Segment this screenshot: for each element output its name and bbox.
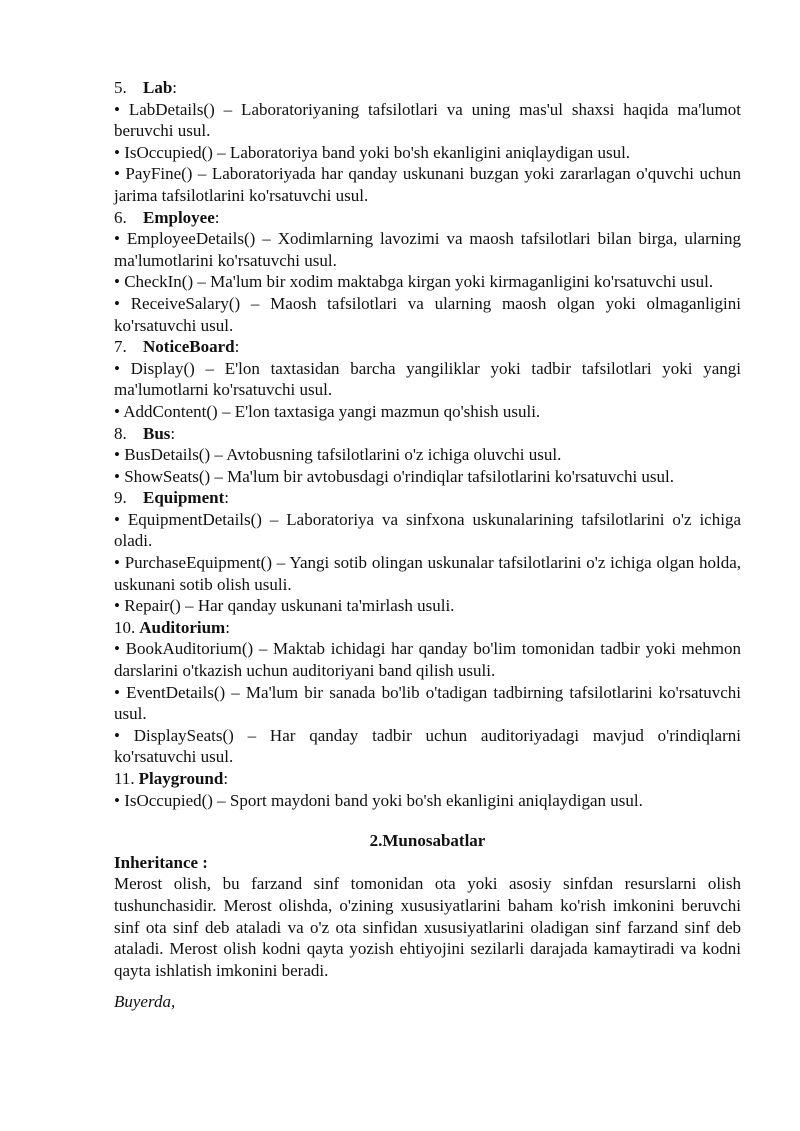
method-item: • BookAuditorium() – Maktab ichidagi har qanday bo'lim tomonidan tadbir yoki mehmon darslarini o'tkazish uchun auditoriyani band qilish usuli. [114,639,741,681]
item-number: 8. [114,423,127,443]
item-number: 6. [114,207,127,227]
class-heading: 8. Bus: [114,423,176,443]
method-item: • PayFine() – Laboratoriyada har qanday uskunani buzgan yoki zararlagan o'quvchi uchun jarima tafsilotlarini ko'rsatuvchi usul. [114,164,741,205]
class-item-employee [114,207,741,337]
class-item-auditorium [114,617,741,768]
class-name: Lab [143,78,173,97]
item-number: 11. [114,769,135,788]
class-heading: 11. Playground: [114,769,229,788]
class-name: Auditorium [139,617,226,637]
class-name: Equipment [143,488,225,508]
method-item: • CheckIn() – Ma'lum bir xodim maktabga kirgan yoki kirmaganligini ko'rsatuvchi usul. [114,272,714,292]
item-number: 9. [114,488,127,508]
class-name: Playground [138,769,224,788]
class-name: Employee [143,207,215,227]
item-number: 5. [114,78,127,97]
class-heading: 7. NoticeBoard: [114,337,240,357]
page-content [114,77,741,1013]
class-item-bus [114,423,741,488]
class-item-equipment [114,487,741,617]
section-title: 2.Munosabatlar [369,831,486,851]
method-item: • AddContent() – E'lon taxtasiga yangi mazmun qo'shish usuli. [114,401,541,421]
method-item: • EquipmentDetails() – Laboratoriya va sinfxona uskunalarining tafsilotlarini o'z ichiga oladi. [114,509,741,551]
class-item-playground [114,768,741,811]
method-item: • IsOccupied() – Sport maydoni band yoki bo'sh ekanligini aniqlaydigan usul. [114,790,643,810]
class-heading: 10. Auditorium: [114,617,230,637]
method-item: • PurchaseEquipment() – Yangi sotib olingan uskunalar tafsilotlarini o'z ichiga olgan holda, uskunani sotib olish usuli. [114,553,741,594]
class-name: Bus [143,423,171,443]
class-item-lab [114,77,741,207]
class-item-noticeboard [114,336,741,422]
method-item: • ShowSeats() – Ma'lum bir avtobusdagi o'rindiqlar tafsilotlarini ko'rsatuvchi usul. [114,466,675,486]
class-heading: 6. Employee: [114,207,220,227]
section-intro: Buyerda, [114,992,176,1012]
item-number: 10. [114,617,136,637]
section-paragraph: Merost olish, bu farzand sinf tomonidan ota yoki asosiy sinfdan resurslarni olish tushunchasidir. Merost olishda, o'zining xususiyatlarini baham ko'rish imkonini beruvchi sinf ota sinf deb ataladi va o'z ota sinfidan xususiyatlarini oladigan sinf farzand sinf deb ataladi. Merost olish kodni qayta yozish ehtiyojini sezilarli darajada kamaytiradi va kodni qayta ishlatish imkonini beradi. [114,874,741,980]
method-item: • EventDetails() – Ma'lum bir sanada bo'lib o'tadigan tadbirning tafsilotlarini ko'rsatuvchi usul. [114,682,741,724]
method-item: • EmployeeDetails() – Xodimlarning lavozimi va maosh tafsilotlari bilan birga, ularning ma'lumotlarini ko'rsatuvchi usul. [114,229,741,270]
method-item: • ReceiveSalary() – Maosh tafsilotlari va ularning maosh olgan yoki olmaganligini ko'rsatuvchi usul. [114,293,741,335]
section-subheading: Inheritance : [114,852,208,872]
item-number: 7. [114,337,127,357]
method-item: • Display() – E'lon taxtasidan barcha yangiliklar yoki tadbir tafsilotlari yoki yangi ma'lumotlarni ko'rsatuvchi usul. [114,358,741,400]
method-item: • DisplaySeats() – Har qanday tadbir uchun auditoriyadagi mavjud o'rindiqlarni ko'rsatuvchi usul. [114,725,741,767]
method-item: • BusDetails() – Avtobusning tafsilotlarini o'z ichiga oluvchi usul. [114,445,562,465]
method-item: • IsOccupied() – Laboratoriya band yoki bo'sh ekanligini aniqlaydigan usul. [114,142,631,162]
method-item: • LabDetails() – Laboratoriyaning tafsilotlari va uning mas'ul shaxsi haqida ma'lumot beruvchi usul. [114,99,741,141]
class-heading: 9. Equipment: [114,488,229,508]
class-name: NoticeBoard [143,337,235,357]
method-item: • Repair() – Har qanday uskunani ta'mirlash usuli. [114,596,455,616]
class-heading: 5. Lab: [114,78,178,97]
